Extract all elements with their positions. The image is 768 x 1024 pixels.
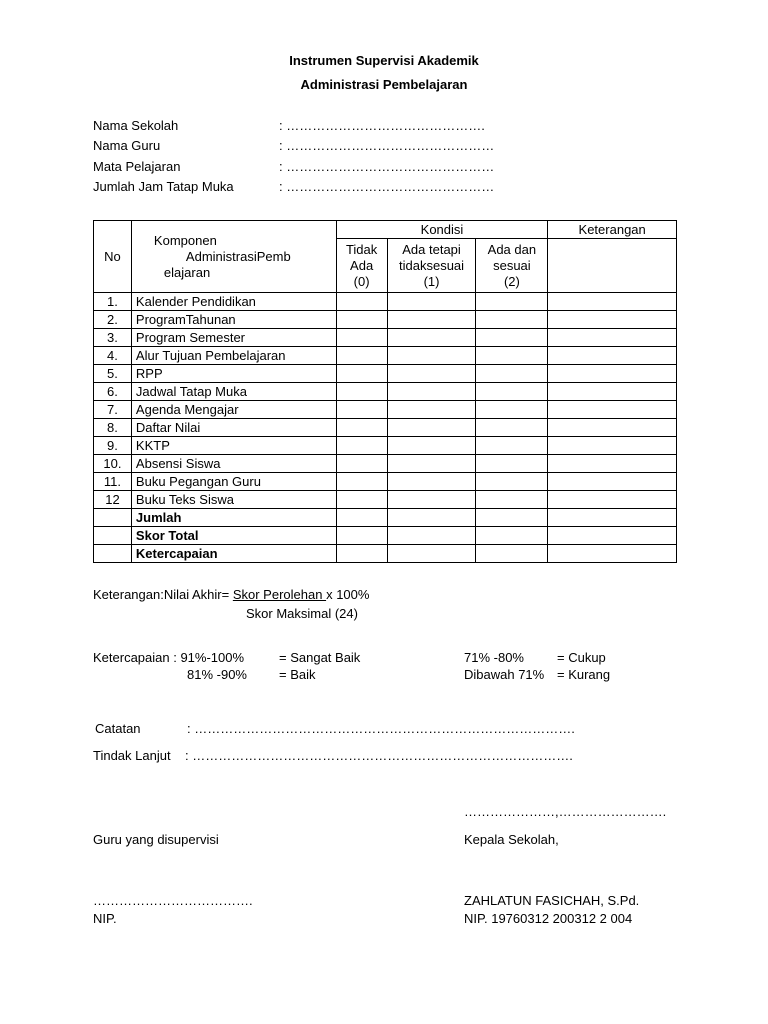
table-row (94, 365, 677, 383)
table-row (94, 383, 677, 401)
header-komponen-l2: AdministrasiPemb (185, 248, 291, 264)
table-row (94, 311, 677, 329)
ketercapaian-range-baik: 81% -90% (187, 667, 247, 682)
header-kondisi: Kondisi (336, 221, 548, 239)
row-score-2 (476, 293, 548, 311)
table-row (94, 419, 677, 437)
row-score-1 (387, 311, 476, 329)
summary-cell (548, 545, 677, 563)
document-title: Instrumen Supervisi Akademik (289, 53, 479, 68)
row-no: 3. (94, 329, 132, 347)
summary-cell (548, 527, 677, 545)
header-tidak-ada (336, 239, 387, 293)
place-date: …………………,……………………. (464, 804, 667, 819)
tindak-lanjut-label: Tindak Lanjut (93, 748, 171, 763)
row-score-0 (336, 437, 387, 455)
row-score-0 (336, 419, 387, 437)
table-row (94, 473, 677, 491)
row-keterangan (548, 383, 677, 401)
value-mata-pelajaran: : ………………………………………… (279, 159, 495, 174)
header-komponen-l1: Komponen (153, 232, 217, 248)
row-item: Buku Pegangan Guru (131, 473, 336, 491)
summary-cell (476, 545, 548, 563)
row-score-2 (476, 401, 548, 419)
row-keterangan (548, 473, 677, 491)
row-score-1 (387, 293, 476, 311)
row-no: 4. (94, 347, 132, 365)
label-mata-pelajaran: Mata Pelajaran (93, 159, 181, 174)
row-score-2 (476, 491, 548, 509)
row-score-2 (476, 437, 548, 455)
formula-line (93, 587, 369, 602)
row-score-2 (476, 365, 548, 383)
summary-cell (336, 527, 387, 545)
summary-row (94, 527, 677, 545)
row-no: 5. (94, 365, 132, 383)
row-score-2 (476, 455, 548, 473)
header-ada-sesuai-l3: (2) (503, 273, 520, 289)
row-score-1 (387, 329, 476, 347)
row-score-1 (387, 491, 476, 509)
formula-numerator: Skor Perolehan (232, 587, 327, 602)
row-score-0 (336, 311, 387, 329)
row-score-0 (336, 401, 387, 419)
row-item: Jadwal Tatap Muka (131, 383, 336, 401)
ketercapaian-cukup: = Cukup (557, 650, 606, 665)
ketercapaian-range-cukup: 71% -80% (464, 650, 524, 665)
header-keterangan: Keterangan (548, 221, 677, 239)
row-keterangan (548, 491, 677, 509)
summary-label: Jumlah (131, 509, 336, 527)
row-score-0 (336, 347, 387, 365)
row-score-2 (476, 329, 548, 347)
formula-multiplier: x 100% (326, 587, 370, 602)
table-row (94, 401, 677, 419)
catatan-label: Catatan (95, 721, 141, 736)
header-ada-tidak-sesuai-l2: tidaksesuai (399, 257, 465, 273)
supervision-table (93, 220, 677, 563)
label-nama-guru: Nama Guru (93, 138, 161, 153)
summary-label: Ketercapaian (131, 545, 336, 563)
row-no: 9. (94, 437, 132, 455)
summary-cell (476, 527, 548, 545)
row-item: RPP (131, 365, 336, 383)
row-score-0 (336, 365, 387, 383)
row-item: Buku Teks Siswa (131, 491, 336, 509)
header-no: No (94, 221, 132, 293)
right-name: ZAHLATUN FASICHAH, S.Pd. (464, 893, 640, 908)
header-tidak-ada-l2: Ada (350, 257, 374, 273)
ketercapaian-label: Ketercapaian : 91%-100% (93, 650, 245, 665)
row-score-0 (336, 491, 387, 509)
row-no: 8. (94, 419, 132, 437)
value-jumlah-jam: : ………………………………………… (279, 179, 495, 194)
row-score-2 (476, 383, 548, 401)
right-role: Kepala Sekolah, (464, 832, 559, 847)
tindak-lanjut-value: : ……………………………………………………………………………. (185, 748, 573, 763)
summary-cell (387, 509, 476, 527)
row-no: 6. (94, 383, 132, 401)
row-score-1 (387, 437, 476, 455)
row-score-0 (336, 455, 387, 473)
row-item: Daftar Nilai (131, 419, 336, 437)
row-keterangan (548, 311, 677, 329)
header-ada-sesuai-l2: sesuai (493, 257, 531, 273)
summary-cell (548, 509, 677, 527)
row-no: 11. (94, 473, 132, 491)
header-ada-tidak-sesuai-l3: (1) (423, 273, 440, 289)
ketercapaian-range-kurang: Dibawah 71% (464, 667, 545, 682)
row-item: Alur Tujuan Pembelajaran (131, 347, 336, 365)
header-ada-tidak-sesuai-l1: Ada tetapi (402, 241, 461, 257)
row-score-1 (387, 455, 476, 473)
row-item: Program Semester (131, 329, 336, 347)
table-row (94, 293, 677, 311)
summary-cell (336, 545, 387, 563)
row-no: 12 (94, 491, 132, 509)
label-nama-sekolah: Nama Sekolah (93, 118, 179, 133)
left-name: ………………………………. (93, 893, 253, 908)
value-nama-guru: : ………………………………………… (279, 138, 495, 153)
header-komponen (131, 221, 336, 293)
row-score-1 (387, 365, 476, 383)
formula-denominator: Skor Maksimal (24) (246, 606, 358, 621)
ketercapaian-baik: = Baik (279, 667, 316, 682)
table-row (94, 437, 677, 455)
row-item: Absensi Siswa (131, 455, 336, 473)
right-nip: NIP. 19760312 200312 2 004 (464, 911, 633, 926)
left-role: Guru yang disupervisi (93, 832, 219, 847)
summary-cell (476, 509, 548, 527)
row-keterangan (548, 419, 677, 437)
table-row (94, 329, 677, 347)
row-score-1 (387, 419, 476, 437)
summary-cell (387, 545, 476, 563)
header-ada-tidak-sesuai (387, 239, 476, 293)
catatan-value: : ……………………………………………………………………………. (187, 721, 575, 736)
row-score-2 (476, 311, 548, 329)
row-keterangan (548, 329, 677, 347)
row-score-0 (336, 329, 387, 347)
row-score-1 (387, 401, 476, 419)
label-jumlah-jam: Jumlah Jam Tatap Muka (93, 179, 234, 194)
header-komponen-l3: elajaran (163, 264, 211, 280)
row-score-0 (336, 383, 387, 401)
ketercapaian-kurang: = Kurang (557, 667, 611, 682)
ketercapaian-sangat-baik: = Sangat Baik (279, 650, 361, 665)
row-no: 2. (94, 311, 132, 329)
row-score-1 (387, 347, 476, 365)
row-keterangan (548, 347, 677, 365)
summary-cell (94, 509, 132, 527)
row-score-0 (336, 293, 387, 311)
document-subtitle: Administrasi Pembelajaran (300, 77, 468, 92)
row-score-1 (387, 383, 476, 401)
header-tidak-ada-l3: (0) (353, 273, 370, 289)
header-tidak-ada-l1: Tidak (345, 241, 378, 257)
summary-cell (94, 545, 132, 563)
summary-row (94, 545, 677, 563)
table-row (94, 455, 677, 473)
row-no: 1. (94, 293, 132, 311)
table-row (94, 347, 677, 365)
row-no: 10. (94, 455, 132, 473)
row-score-2 (476, 419, 548, 437)
summary-cell (387, 527, 476, 545)
value-nama-sekolah: : ………………………………………. (279, 118, 485, 133)
row-score-0 (336, 473, 387, 491)
summary-cell (94, 527, 132, 545)
header-keterangan-blank (548, 239, 677, 293)
formula-prefix: Keterangan:Nilai Akhir= (93, 587, 233, 602)
summary-cell (336, 509, 387, 527)
row-keterangan (548, 437, 677, 455)
row-no: 7. (94, 401, 132, 419)
row-keterangan (548, 455, 677, 473)
row-item: KKTP (131, 437, 336, 455)
row-item: Kalender Pendidikan (131, 293, 336, 311)
row-keterangan (548, 365, 677, 383)
header-ada-sesuai (476, 239, 548, 293)
summary-row (94, 509, 677, 527)
row-score-2 (476, 347, 548, 365)
row-score-1 (387, 473, 476, 491)
summary-label: Skor Total (131, 527, 336, 545)
row-keterangan (548, 293, 677, 311)
row-keterangan (548, 401, 677, 419)
row-score-2 (476, 473, 548, 491)
left-nip: NIP. (93, 911, 117, 926)
table-row (94, 491, 677, 509)
header-ada-sesuai-l1: Ada dan (487, 241, 537, 257)
row-item: ProgramTahunan (131, 311, 336, 329)
row-item: Agenda Mengajar (131, 401, 336, 419)
